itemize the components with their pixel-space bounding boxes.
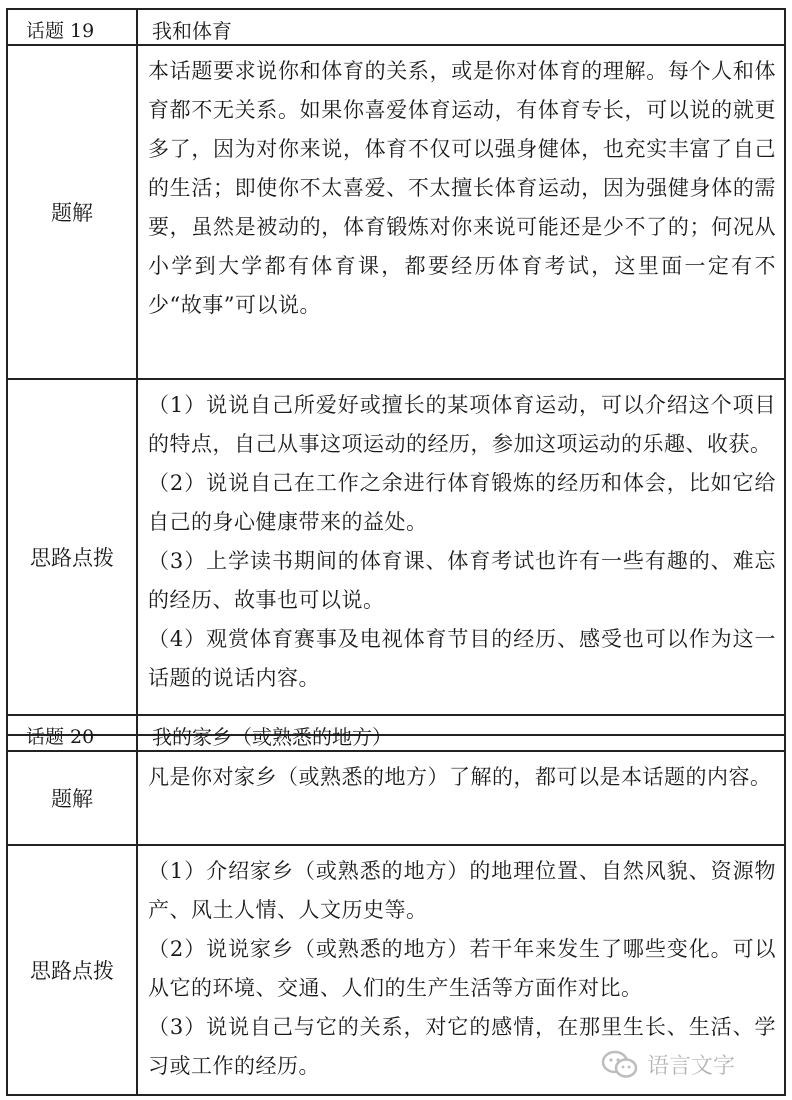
watermark-text: 语言文字 [647, 1054, 736, 1079]
explain-label: 题解 [7, 45, 137, 379]
tips-label: 思路点拨 [7, 845, 137, 1095]
explain-text: 本话题要求说你和体育的关系，或是你对体育的理解。每个人和体育都不无关系。如果你喜爱体育运动，有体育专长，可以说的就更多了，因为对你来说，体育不仅可以强身健体，也充实丰富了自己的生活；即使你不太喜爱、不太擅长体育运动，因为强健身体的需要，虽然是被动的，体育锻炼对你来说可能还是少不了的；何况从小学到大学都有体育课，都要经历体育考试，这里面一定有不少“故事”可以说。 [148, 59, 776, 317]
explain-text: 凡是你对家乡（或熟悉的地方）了解的，都可以是本话题的内容。 [148, 765, 772, 789]
tips-cell [137, 379, 785, 735]
topic-title: 我的家乡（或熟悉的地方） [137, 715, 785, 751]
topic-number: 话题 20 [7, 715, 137, 751]
tip-item: （1）说说自己所爱好或擅长的某项体育运动，可以介绍这个项目的特点，自己从事这项运动的经历，参加这项运动的乐趣、收获。 [148, 393, 776, 456]
wechat-icon [601, 1050, 639, 1080]
tip-item: （2）说说家乡（或熟悉的地方）若干年来发生了哪些变化。可以从它的环境、交通、人们的生产生活等方面作对比。 [148, 937, 776, 1000]
watermark [601, 1049, 735, 1080]
topic-title: 我和体育 [137, 9, 785, 45]
topic-number: 话题 19 [7, 9, 137, 45]
tip-item: （2）说说自己在工作之余进行体育锻炼的经历和体会，比如它给自己的身心健康带来的益处。 [148, 471, 776, 534]
tip-item: （3）说说自己与它的关系，对它的感情，在那里生长、生活、学习或工作的经历。 [148, 1015, 776, 1078]
explain-cell [137, 751, 785, 845]
topic-19-table [6, 8, 786, 736]
explain-label: 题解 [7, 751, 137, 845]
tip-item: （4）观赏体育赛事及电视体育节目的经历、感受也可以作为这一话题的说话内容。 [148, 627, 776, 690]
tip-item: （1）介绍家乡（或熟悉的地方）的地理位置、自然风貌、资源物产、风土人情、人文历史等。 [148, 859, 776, 922]
explain-cell [137, 45, 785, 379]
tips-label: 思路点拨 [7, 379, 137, 735]
topic-20-table [6, 714, 786, 1096]
tip-item: （3）上学读书期间的体育课、体育考试也许有一些有趣的、难忘的经历、故事也可以说。 [148, 549, 776, 612]
